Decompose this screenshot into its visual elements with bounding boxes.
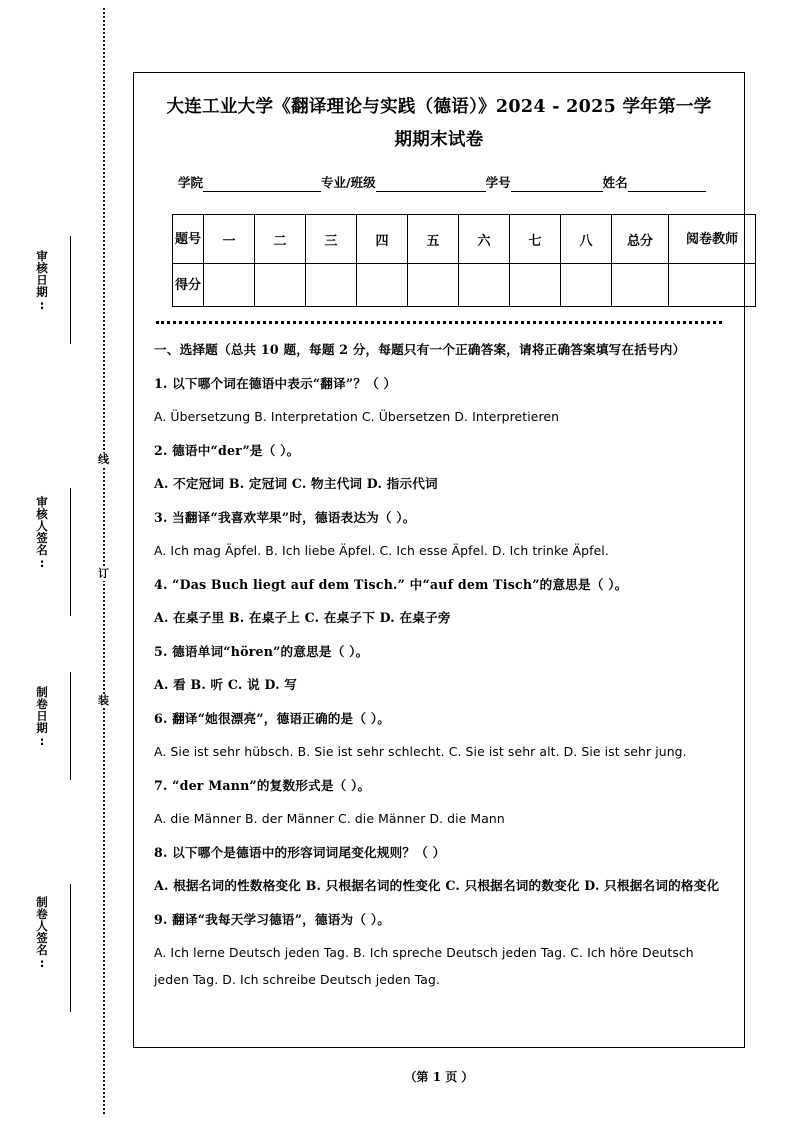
exam-title-line-2: 期期末试卷 <box>394 130 484 150</box>
question-7-options: A. die Männer B. der Männer C. die Männer D. die Mann <box>154 811 505 826</box>
question-4-stem: 4. “Das Buch liegt auf dem Tisch.” 中“auf dem Tisch”的意思是（ ）。 <box>154 576 628 592</box>
page-title <box>150 87 728 157</box>
binding-dotted-line <box>103 8 105 1114</box>
question-9-stem: 9. 翻译“我每天学习德语”，德语为（ ）。 <box>154 911 391 927</box>
review-date-rule <box>70 236 71 344</box>
binding-char-line: 线 <box>95 453 112 467</box>
question-6-stem: 6. 翻译“她很漂亮”，德语正确的是（ ）。 <box>154 710 391 726</box>
student-name-field[interactable] <box>628 178 706 192</box>
reviewer-signature-label: 审核人签名: <box>35 496 49 571</box>
student-number-label: 学号 <box>485 175 511 190</box>
score-table-row-score-label <box>173 264 204 307</box>
score-table <box>172 214 756 307</box>
review-date-label: 审核日期: <box>35 250 49 313</box>
question-5-options: A. 看 B. 听 C. 说 D. 写 <box>154 677 298 692</box>
score-col-header-4: 四 <box>357 215 408 264</box>
score-table-container <box>172 214 738 307</box>
score-cell-6[interactable] <box>459 264 510 307</box>
section-divider <box>156 321 722 324</box>
paper-date-label: 制卷日期: <box>35 686 49 749</box>
score-cell-total[interactable] <box>612 264 669 307</box>
row-score-char-1: 得分 <box>174 277 201 293</box>
reviewer-signature-rule <box>70 488 71 616</box>
score-table-row-header-label <box>173 215 204 264</box>
score-col-header-1: 一 <box>204 215 255 264</box>
paper-date-rule <box>70 672 71 780</box>
page-footer <box>133 1068 745 1085</box>
score-cell-1[interactable] <box>204 264 255 307</box>
paper-maker-signature-rule <box>70 884 71 1012</box>
score-col-header-3: 三 <box>306 215 357 264</box>
question-4-options: A. 在桌子里 B. 在桌子上 C. 在桌子下 D. 在桌子旁 <box>154 610 451 625</box>
score-cell-4[interactable] <box>357 264 408 307</box>
score-cell-5[interactable] <box>408 264 459 307</box>
score-cell-teacher[interactable] <box>669 264 756 307</box>
score-cell-2[interactable] <box>255 264 306 307</box>
table-row-header <box>173 215 756 264</box>
student-number-field[interactable] <box>511 178 603 192</box>
score-col-header-5: 五 <box>408 215 459 264</box>
score-col-header-8: 八 <box>561 215 612 264</box>
score-col-header-teacher: 阅卷教师 <box>669 215 756 264</box>
major-class-field[interactable] <box>376 178 486 192</box>
exam-paper-frame <box>133 72 745 1048</box>
binding-margin-area <box>0 0 133 1122</box>
question-3-stem: 3. 当翻译“我喜欢苹果”时，德语表达为（ ）。 <box>154 509 416 525</box>
question-9-options: A. Ich lerne Deutsch jeden Tag. B. Ich spreche Deutsch jeden Tag. C. Ich höre Deutsch jeden Tag. D. Ich schreibe Deutsch jeden Tag. <box>154 945 694 987</box>
question-5-stem: 5. 德语单词“hören”的意思是（ ）。 <box>154 643 369 659</box>
exam-title-line-1: 大连工业大学《翻译理论与实践（德语）》2024 - 2025 学年第一学 <box>166 97 712 117</box>
binding-char-bind: 装 <box>95 694 112 708</box>
question-1-options: A. Übersetzung B. Interpretation C. Übersetzen D. Interpretieren <box>154 409 560 424</box>
score-col-header-total: 总分 <box>612 215 669 264</box>
student-name-label: 姓名 <box>602 175 628 190</box>
major-class-label: 专业/班级 <box>321 175 376 190</box>
college-label: 学院 <box>178 175 204 190</box>
question-6-options: A. Sie ist sehr hübsch. B. Sie ist sehr schlecht. C. Sie ist sehr alt. D. Sie ist sehr jung. <box>154 744 687 759</box>
question-7-stem: 7. “der Mann”的复数形式是（ ）。 <box>154 777 371 793</box>
question-8-stem: 8. 以下哪个是德语中的形容词词尾变化规则？（ ） <box>154 844 446 860</box>
row-header-char-1: 题号 <box>174 231 201 247</box>
question-3-options: A. Ich mag Äpfel. B. Ich liebe Äpfel. C. Ich esse Äpfel. D. Ich trinke Äpfel. <box>154 543 609 558</box>
score-col-header-7: 七 <box>510 215 561 264</box>
question-2-options: A. 不定冠词 B. 定冠词 C. 物主代词 D. 指示代词 <box>154 476 438 491</box>
student-info-row <box>150 173 728 192</box>
question-2-stem: 2. 德语中“der”是（ ）。 <box>154 442 300 458</box>
score-col-header-2: 二 <box>255 215 306 264</box>
binding-char-stitch: 订 <box>95 567 112 581</box>
section-heading: 一、选择题（总共 10 题，每题 2 分，每题只有一个正确答案，请将正确答案填写在括号内） <box>154 342 686 357</box>
paper-maker-signature-label: 制卷人签名: <box>35 896 49 971</box>
score-cell-3[interactable] <box>306 264 357 307</box>
score-cell-8[interactable] <box>561 264 612 307</box>
score-col-header-6: 六 <box>459 215 510 264</box>
page-number-label: （第 1 页 ） <box>404 1070 474 1084</box>
question-1-stem: 1. 以下哪个词在德语中表示“翻译”？（ ） <box>154 375 397 391</box>
question-body <box>154 337 724 993</box>
table-row-scores <box>173 264 756 307</box>
question-8-options: A. 根据名词的性数格变化 B. 只根据名词的性变化 C. 只根据名词的数变化 D. 只根据名词的格变化 <box>154 878 720 893</box>
score-cell-7[interactable] <box>510 264 561 307</box>
college-field[interactable] <box>203 178 321 192</box>
